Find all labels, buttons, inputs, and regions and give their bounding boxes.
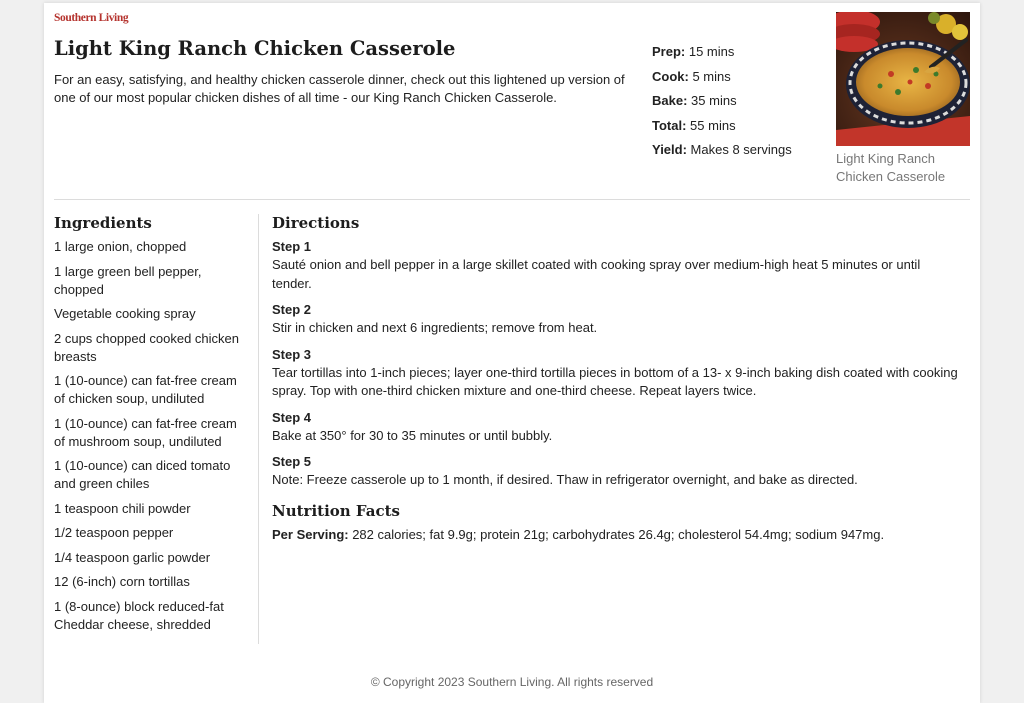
recipe-photo	[836, 12, 970, 146]
nutrition-heading: Nutrition Facts	[272, 501, 400, 520]
ingredients-heading: Ingredients	[54, 214, 152, 232]
step-text: Sauté onion and bell pepper in a large skillet coated with cooking spray over medium-high heat 5 minutes or until tender.	[272, 257, 921, 291]
time-prep: Prep: 15 mins	[652, 44, 735, 59]
ingredient-item: 1 (10-ounce) can fat-free cream of mushroom soup, undiluted	[54, 415, 237, 449]
ingredient-item: 1 large green bell pepper, chopped	[54, 263, 202, 297]
step-text: Stir in chicken and next 6 ingredients; remove from heat.	[272, 320, 598, 335]
recipe-times	[652, 40, 832, 163]
ingredient-item: 12 (6-inch) corn tortillas	[54, 574, 190, 589]
ingredient-item: 2 cups chopped cooked chicken breasts	[54, 330, 240, 364]
ingredient-item: 1 (10-ounce) can fat-free cream of chicken soup, undiluted	[54, 373, 237, 406]
brand-logo: Southern Living	[54, 12, 129, 24]
step-text: Bake at 350° for 30 to 35 minutes or until bubbly.	[272, 427, 553, 443]
directions-section	[272, 214, 962, 544]
step-title: Step 2	[272, 302, 312, 317]
ingredient-item: 1/4 teaspoon garlic powder	[54, 549, 211, 565]
ingredient-item: 1 teaspoon chili powder	[54, 500, 191, 516]
nutrition-label: Per Serving:	[272, 526, 349, 542]
ingredient-item: 1 (10-ounce) can diced tomato and green chiles	[54, 458, 231, 491]
time-cook: Cook: 5 mins	[652, 68, 731, 84]
time-yield: Yield: Makes 8 servings	[652, 142, 792, 157]
photo-caption: Light King Ranch Chicken Casserole	[836, 151, 946, 184]
nutrition-values: 282 calories; fat 9.9g; protein 21g; carbohydrates 26.4g; cholesterol 54.4mg; sodium 947mg.	[348, 526, 885, 542]
casserole-photo-illustration	[836, 12, 970, 146]
recipe-page	[44, 3, 980, 703]
nutrition-facts	[272, 526, 962, 544]
ingredients-section	[54, 214, 244, 640]
directions-heading: Directions	[272, 214, 360, 232]
ingredient-item: 1 (8-ounce) block reduced-fat Cheddar cheese, shredded	[54, 598, 224, 632]
copyright-footer: © Copyright 2023 Southern Living. All rights reserved	[370, 675, 654, 689]
step-title: Step 3	[272, 346, 312, 362]
header-divider	[54, 199, 970, 200]
time-total: Total: 55 mins	[652, 117, 736, 133]
step-text: Tear tortillas into 1-inch pieces; layer one-third tortilla pieces in bottom of a 13- x 9-inch baking dish coated with cooking spray. Top with one-third chicken mixture and one-third cheese. Repeat layers twice.	[272, 364, 958, 398]
ingredient-item: 1/2 teaspoon pepper	[54, 525, 174, 540]
time-bake: Bake: 35 mins	[652, 93, 737, 108]
ingredient-item: Vegetable cooking spray	[54, 306, 196, 321]
column-divider	[258, 214, 259, 644]
step-text: Note: Freeze casserole up to 1 month, if desired. Thaw in refrigerator overnight, and bake as directed.	[272, 472, 858, 487]
recipe-description: For an easy, satisfying, and healthy chicken casserole dinner, check out this lightened up version of one of our most popular chicken dishes of all time - our King Ranch Chicken Casserole.	[54, 72, 625, 105]
ingredient-item: 1 large onion, chopped	[54, 239, 187, 254]
recipe-title: Light King Ranch Chicken Casserole	[54, 37, 456, 60]
step-title: Step 1	[272, 239, 312, 254]
step-title: Step 4	[272, 409, 312, 425]
step-title: Step 5	[272, 454, 312, 469]
